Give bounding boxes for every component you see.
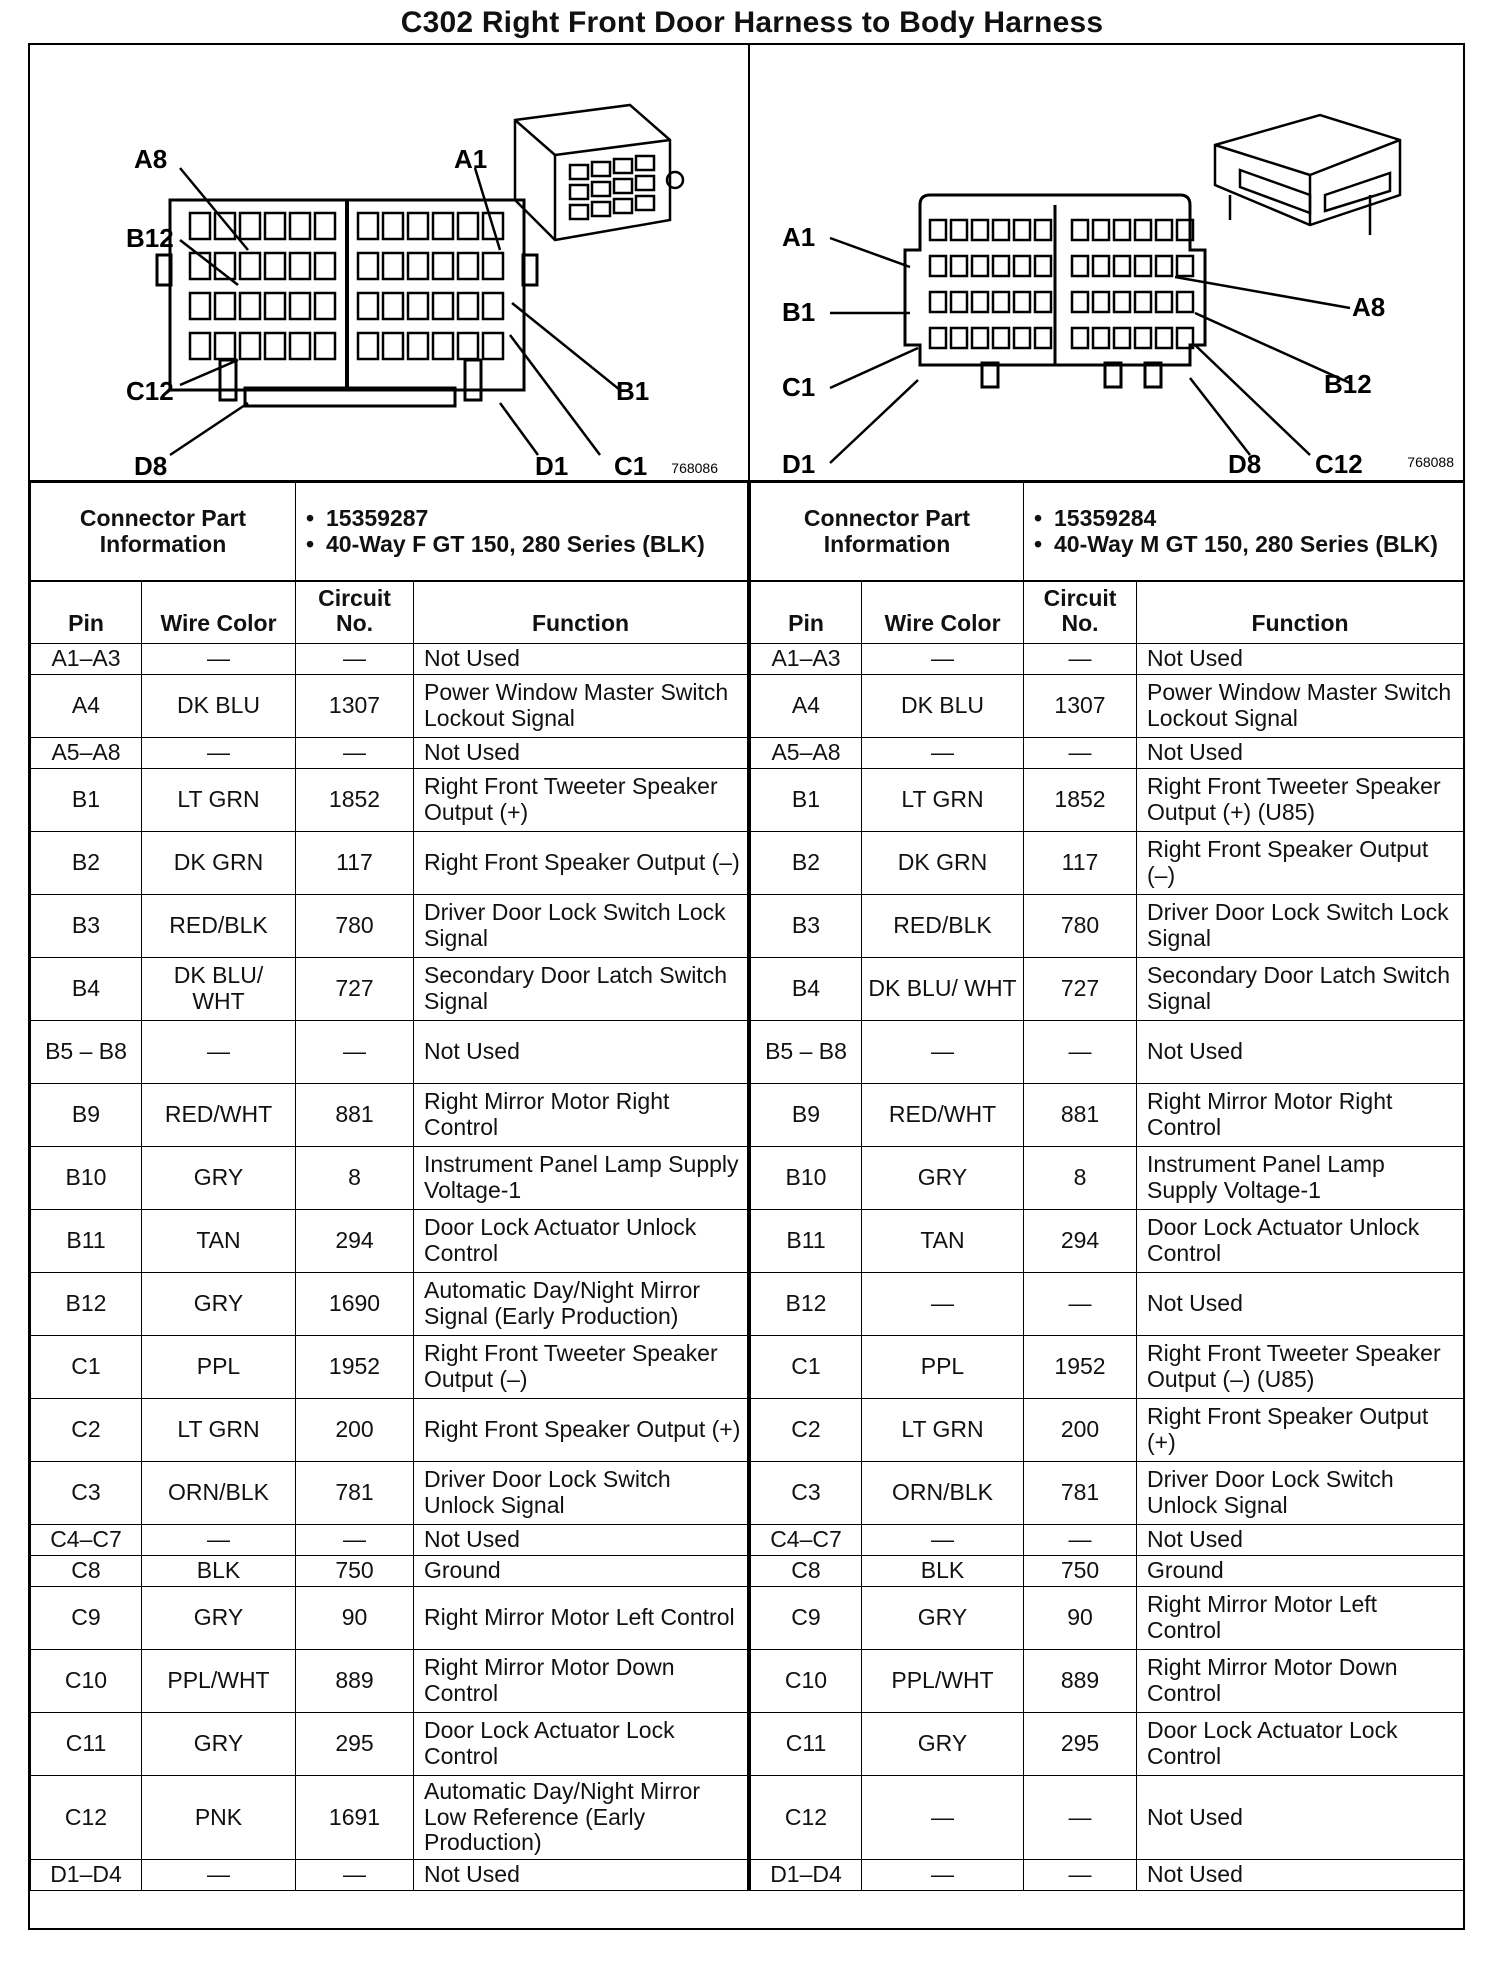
pinout-rows (31, 644, 748, 1891)
cell-wire-color: GRY (862, 1147, 1024, 1210)
cell-function: Driver Door Lock Switch Unlock Signal (414, 1462, 748, 1525)
table-row (751, 1650, 1464, 1713)
cell-function: Right Mirror Motor Left Control (414, 1587, 748, 1650)
pin-label-a8: A8 (1352, 292, 1386, 322)
cell-circuit: — (296, 738, 414, 769)
cell-function: Not Used (1137, 1860, 1464, 1891)
cell-pin: D1–D4 (31, 1860, 142, 1891)
cell-function: Secondary Door Latch Switch Signal (414, 958, 748, 1021)
cell-function: Right Front Tweeter Speaker Output (–) (414, 1336, 748, 1399)
connector-face-drawing (750, 45, 1464, 480)
pinout-table (750, 581, 1464, 1891)
cell-wire-color: PPL (142, 1336, 296, 1399)
cell-function: Right Mirror Motor Right Control (1137, 1084, 1464, 1147)
header-pin: Pin (751, 582, 862, 644)
cell-circuit: — (296, 644, 414, 675)
cell-circuit: — (296, 1525, 414, 1556)
cell-wire-color: — (142, 1525, 296, 1556)
male-connector-diagram (750, 45, 1464, 482)
cell-circuit: 750 (296, 1556, 414, 1587)
cell-circuit: 1852 (296, 769, 414, 832)
table-row (31, 895, 748, 958)
table-row (31, 1273, 748, 1336)
cell-circuit: — (1024, 738, 1137, 769)
cell-pin: B12 (751, 1273, 862, 1336)
cell-pin: A4 (751, 675, 862, 738)
cell-function: Not Used (1137, 1273, 1464, 1336)
cell-circuit: 1307 (1024, 675, 1137, 738)
part-info-list (1024, 483, 1464, 581)
pinout-rows (751, 644, 1464, 1891)
cell-wire-color: LT GRN (862, 769, 1024, 832)
table-row (31, 1713, 748, 1776)
cell-pin: C4–C7 (31, 1525, 142, 1556)
cell-pin: B1 (31, 769, 142, 832)
cell-pin: C10 (31, 1650, 142, 1713)
cell-circuit: 200 (296, 1399, 414, 1462)
cell-pin: B11 (751, 1210, 862, 1273)
table-row (31, 1556, 748, 1587)
cell-circuit: — (1024, 1776, 1137, 1860)
table-row (31, 1462, 748, 1525)
pinout-table (30, 581, 748, 1891)
pin-label-b12: B12 (1324, 369, 1372, 399)
cell-circuit: 295 (1024, 1713, 1137, 1776)
header-function: Function (414, 582, 748, 644)
cell-pin: C9 (751, 1587, 862, 1650)
cell-function: Driver Door Lock Switch Lock Signal (1137, 895, 1464, 958)
cell-function: Not Used (414, 1525, 748, 1556)
cell-function: Not Used (414, 1021, 748, 1084)
cell-wire-color: RED/BLK (142, 895, 296, 958)
female-connector-panel (30, 45, 748, 1891)
cell-wire-color: — (862, 1273, 1024, 1336)
cell-circuit: 1952 (1024, 1336, 1137, 1399)
cell-function: Right Front Speaker Output (–) (1137, 832, 1464, 895)
cell-pin: B2 (31, 832, 142, 895)
cell-circuit: 8 (296, 1147, 414, 1210)
cell-pin: A5–A8 (751, 738, 862, 769)
cell-wire-color: TAN (142, 1210, 296, 1273)
cell-pin: C8 (31, 1556, 142, 1587)
cell-pin: B5 – B8 (31, 1021, 142, 1084)
cell-pin: C1 (31, 1336, 142, 1399)
cell-function: Not Used (1137, 1525, 1464, 1556)
cell-pin: C12 (31, 1776, 142, 1860)
cell-pin: A5–A8 (31, 738, 142, 769)
table-row (31, 1860, 748, 1891)
table-row (31, 1399, 748, 1462)
header-wire-color: Wire Color (142, 582, 296, 644)
table-row (31, 832, 748, 895)
cell-wire-color: DK GRN (142, 832, 296, 895)
cell-wire-color: LT GRN (862, 1399, 1024, 1462)
cell-wire-color: GRY (142, 1273, 296, 1336)
cell-circuit: 90 (296, 1587, 414, 1650)
cell-wire-color: DK BLU (142, 675, 296, 738)
cell-pin: B11 (31, 1210, 142, 1273)
cell-pin: B10 (751, 1147, 862, 1210)
cell-function: Automatic Day/Night Mirror Signal (Early Production) (414, 1273, 748, 1336)
cell-function: Power Window Master Switch Lockout Signal (414, 675, 748, 738)
cell-wire-color: RED/BLK (862, 895, 1024, 958)
table-row (751, 1860, 1464, 1891)
cell-wire-color: DK BLU (862, 675, 1024, 738)
cell-circuit: 1690 (296, 1273, 414, 1336)
cell-wire-color: — (862, 738, 1024, 769)
cell-function: Right Front Speaker Output (+) (1137, 1399, 1464, 1462)
cell-wire-color: DK BLU/ WHT (142, 958, 296, 1021)
cell-pin: C8 (751, 1556, 862, 1587)
cell-circuit: 1952 (296, 1336, 414, 1399)
cell-circuit: 881 (296, 1084, 414, 1147)
cell-circuit: 750 (1024, 1556, 1137, 1587)
cell-circuit: 889 (296, 1650, 414, 1713)
cell-circuit: 117 (296, 832, 414, 895)
pin-label-a8: A8 (134, 144, 168, 174)
cell-pin: B9 (751, 1084, 862, 1147)
table-row (751, 1556, 1464, 1587)
cell-wire-color: GRY (142, 1147, 296, 1210)
cell-circuit: — (1024, 644, 1137, 675)
cell-function: Power Window Master Switch Lockout Signal (1137, 675, 1464, 738)
table-row (751, 644, 1464, 675)
cell-circuit: 889 (1024, 1650, 1137, 1713)
cell-circuit: 1852 (1024, 769, 1137, 832)
table-row (31, 1084, 748, 1147)
pin-label-b12: B12 (126, 223, 174, 253)
cell-pin: B3 (31, 895, 142, 958)
cell-circuit: 117 (1024, 832, 1137, 895)
cell-wire-color: — (862, 1525, 1024, 1556)
table-row (31, 1650, 748, 1713)
cell-function: Not Used (414, 1860, 748, 1891)
cell-circuit: 881 (1024, 1084, 1137, 1147)
cell-function: Right Front Tweeter Speaker Output (+) (414, 769, 748, 832)
cell-pin: C9 (31, 1587, 142, 1650)
cell-function: Right Mirror Motor Down Control (1137, 1650, 1464, 1713)
page-title: C302 Right Front Door Harness to Body Harness (400, 6, 1104, 39)
cell-wire-color: — (862, 1860, 1024, 1891)
pin-label-b1: B1 (616, 376, 650, 406)
cell-function: Right Mirror Motor Down Control (414, 1650, 748, 1713)
cell-circuit: 727 (1024, 958, 1137, 1021)
cell-pin: C2 (31, 1399, 142, 1462)
cell-wire-color: ORN/BLK (142, 1462, 296, 1525)
cell-wire-color: — (862, 1776, 1024, 1860)
cell-function: Right Front Speaker Output (–) (414, 832, 748, 895)
table-row (31, 1587, 748, 1650)
cell-pin: D1–D4 (751, 1860, 862, 1891)
cell-circuit: 780 (296, 895, 414, 958)
table-row (751, 1713, 1464, 1776)
table-row (751, 1273, 1464, 1336)
cell-circuit: — (1024, 1525, 1137, 1556)
cell-function: Right Front Speaker Output (+) (414, 1399, 748, 1462)
pin-label-c1: C1 (614, 451, 648, 480)
cell-function: Door Lock Actuator Unlock Control (414, 1210, 748, 1273)
cell-circuit: 295 (296, 1713, 414, 1776)
table-row (31, 769, 748, 832)
cell-function: Driver Door Lock Switch Lock Signal (414, 895, 748, 958)
cell-circuit: — (1024, 1860, 1137, 1891)
figure-number: 768088 (1407, 454, 1454, 470)
table-row (751, 1021, 1464, 1084)
part-info-label: Connector Part Information (31, 483, 296, 581)
table-row (751, 1210, 1464, 1273)
cell-circuit: 90 (1024, 1587, 1137, 1650)
table-row (751, 1399, 1464, 1462)
cell-function: Not Used (1137, 1776, 1464, 1860)
cell-circuit: 294 (1024, 1210, 1137, 1273)
table-row (751, 1336, 1464, 1399)
cell-function: Instrument Panel Lamp Supply Voltage-1 (1137, 1147, 1464, 1210)
cell-circuit: 780 (1024, 895, 1137, 958)
cell-function: Door Lock Actuator Lock Control (414, 1713, 748, 1776)
male-connector-panel (748, 45, 1464, 1891)
connector-sheet (28, 43, 1465, 1930)
table-row (751, 769, 1464, 832)
cell-function: Ground (414, 1556, 748, 1587)
table-row (31, 644, 748, 675)
cell-circuit: 781 (1024, 1462, 1137, 1525)
cell-pin: B3 (751, 895, 862, 958)
header-circuit: Circuit No. (296, 582, 414, 644)
pin-label-a1: A1 (782, 222, 816, 252)
cell-wire-color: — (142, 738, 296, 769)
cell-function: Door Lock Actuator Unlock Control (1137, 1210, 1464, 1273)
cell-function: Driver Door Lock Switch Unlock Signal (1137, 1462, 1464, 1525)
part-info-list (296, 483, 748, 581)
pin-label-c12: C12 (1315, 449, 1363, 479)
table-row (751, 832, 1464, 895)
table-row (751, 675, 1464, 738)
cell-pin: B4 (31, 958, 142, 1021)
cell-wire-color: LT GRN (142, 769, 296, 832)
table-row (751, 1587, 1464, 1650)
pin-label-d8: D8 (134, 451, 168, 480)
cell-function: Not Used (414, 644, 748, 675)
table-row (751, 1084, 1464, 1147)
cell-wire-color: PPL (862, 1336, 1024, 1399)
header-wire-color: Wire Color (862, 582, 1024, 644)
table-row (751, 958, 1464, 1021)
header-pin: Pin (31, 582, 142, 644)
cell-pin: C11 (751, 1713, 862, 1776)
cell-function: Ground (1137, 1556, 1464, 1587)
cell-wire-color: PPL/WHT (142, 1650, 296, 1713)
table-row (751, 1525, 1464, 1556)
pin-label-c1: C1 (782, 372, 816, 402)
table-row (31, 1210, 748, 1273)
header-circuit: Circuit No. (1024, 582, 1137, 644)
part-number: • 15359287 (326, 506, 741, 532)
cell-circuit: 781 (296, 1462, 414, 1525)
cell-pin: C3 (751, 1462, 862, 1525)
part-number: • 15359284 (1054, 506, 1457, 532)
cell-circuit: — (1024, 1021, 1137, 1084)
cell-pin: B4 (751, 958, 862, 1021)
cell-wire-color: — (142, 1860, 296, 1891)
cell-pin: C1 (751, 1336, 862, 1399)
cell-circuit: 200 (1024, 1399, 1137, 1462)
table-row (31, 675, 748, 738)
cell-wire-color: BLK (142, 1556, 296, 1587)
cell-function: Not Used (1137, 644, 1464, 675)
table-row (751, 895, 1464, 958)
cell-wire-color: DK GRN (862, 832, 1024, 895)
cell-pin: B1 (751, 769, 862, 832)
cell-function: Not Used (414, 738, 748, 769)
cell-pin: B2 (751, 832, 862, 895)
part-description: • 40-Way F GT 150, 280 Series (BLK) (326, 532, 741, 558)
table-row (31, 958, 748, 1021)
connector-face-drawing (30, 45, 748, 480)
cell-circuit: 294 (296, 1210, 414, 1273)
pin-label-a1: A1 (454, 144, 488, 174)
table-row (751, 1776, 1464, 1860)
pin-label-d1: D1 (782, 449, 816, 479)
cell-wire-color: PNK (142, 1776, 296, 1860)
pin-label-d1: D1 (535, 451, 569, 480)
table-row (31, 1147, 748, 1210)
connector-part-info (750, 482, 1464, 581)
cell-pin: A4 (31, 675, 142, 738)
cell-pin: B9 (31, 1084, 142, 1147)
table-row (751, 738, 1464, 769)
table-row (31, 1525, 748, 1556)
cell-function: Right Mirror Motor Left Control (1137, 1587, 1464, 1650)
cell-wire-color: TAN (862, 1210, 1024, 1273)
cell-wire-color: — (862, 1021, 1024, 1084)
cell-pin: C11 (31, 1713, 142, 1776)
cell-function: Secondary Door Latch Switch Signal (1137, 958, 1464, 1021)
cell-wire-color: ORN/BLK (862, 1462, 1024, 1525)
cell-wire-color: BLK (862, 1556, 1024, 1587)
cell-circuit: — (1024, 1273, 1137, 1336)
cell-function: Door Lock Actuator Lock Control (1137, 1713, 1464, 1776)
figure-number: 768086 (671, 460, 718, 476)
cell-function: Not Used (1137, 1021, 1464, 1084)
cell-pin: C12 (751, 1776, 862, 1860)
connector-part-info (30, 482, 748, 581)
cell-circuit: 1307 (296, 675, 414, 738)
cell-pin: C4–C7 (751, 1525, 862, 1556)
cell-pin: B12 (31, 1273, 142, 1336)
cell-function: Right Front Tweeter Speaker Output (+) (U85) (1137, 769, 1464, 832)
cell-pin: A1–A3 (751, 644, 862, 675)
pin-label-d8: D8 (1228, 449, 1262, 479)
female-connector-diagram (30, 45, 748, 482)
table-row (31, 738, 748, 769)
cell-wire-color: DK BLU/ WHT (862, 958, 1024, 1021)
cell-circuit: 1691 (296, 1776, 414, 1860)
table-row (31, 1336, 748, 1399)
pin-label-b1: B1 (782, 297, 816, 327)
cell-circuit: — (296, 1021, 414, 1084)
cell-wire-color: — (862, 644, 1024, 675)
cell-pin: A1–A3 (31, 644, 142, 675)
cell-pin: B5 – B8 (751, 1021, 862, 1084)
cell-wire-color: GRY (862, 1713, 1024, 1776)
cell-wire-color: GRY (142, 1713, 296, 1776)
cell-wire-color: RED/WHT (142, 1084, 296, 1147)
pin-label-c12: C12 (126, 376, 174, 406)
cell-function: Instrument Panel Lamp Supply Voltage-1 (414, 1147, 748, 1210)
cell-pin: C3 (31, 1462, 142, 1525)
cell-wire-color: — (142, 644, 296, 675)
table-row (31, 1776, 748, 1860)
table-row (751, 1462, 1464, 1525)
part-info-label: Connector Part Information (751, 483, 1024, 581)
cell-function: Right Mirror Motor Right Control (414, 1084, 748, 1147)
table-row (31, 1021, 748, 1084)
part-description: • 40-Way M GT 150, 280 Series (BLK) (1054, 532, 1457, 558)
cell-wire-color: GRY (862, 1587, 1024, 1650)
cell-wire-color: PPL/WHT (862, 1650, 1024, 1713)
cell-function: Automatic Day/Night Mirror Low Reference (Early Production) (414, 1776, 748, 1860)
table-row (751, 1147, 1464, 1210)
cell-wire-color: GRY (142, 1587, 296, 1650)
cell-pin: C2 (751, 1399, 862, 1462)
cell-circuit: 727 (296, 958, 414, 1021)
cell-function: Not Used (1137, 738, 1464, 769)
cell-pin: B10 (31, 1147, 142, 1210)
cell-wire-color: LT GRN (142, 1399, 296, 1462)
header-function: Function (1137, 582, 1464, 644)
cell-pin: C10 (751, 1650, 862, 1713)
cell-circuit: — (296, 1860, 414, 1891)
cell-function: Right Front Tweeter Speaker Output (–) (U85) (1137, 1336, 1464, 1399)
cell-circuit: 8 (1024, 1147, 1137, 1210)
cell-wire-color: RED/WHT (862, 1084, 1024, 1147)
cell-wire-color: — (142, 1021, 296, 1084)
